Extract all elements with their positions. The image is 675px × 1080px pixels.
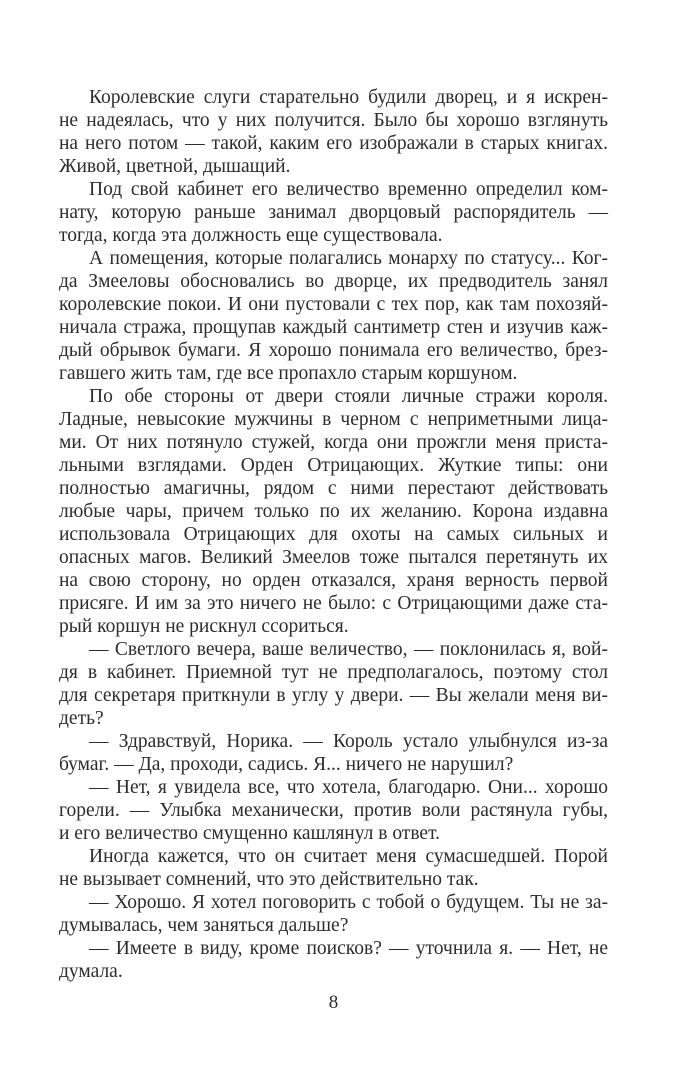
text-line: полностью амагичны, рядом с ними перестают действовать — [59, 478, 608, 499]
paragraph — [59, 86, 608, 178]
text-line: тогда, когда эта должность еще существовала. — [59, 225, 443, 246]
paragraph — [59, 385, 608, 638]
text-line: дя в кабинет. Приемной тут не предполагалось, поэтому стол — [59, 662, 608, 683]
paragraph — [59, 638, 608, 730]
text-line: — Имеете в виду, кроме поисков? — уточнила я. — Нет, не — [89, 938, 608, 959]
text-line: не вызывает сомнений, что это действительно так. — [59, 869, 479, 890]
text-line: нату, которую раньше занимал дворцовый распорядитель — — [59, 202, 608, 223]
text-line: — Нет, я увидела все, что хотела, благодарю. Они... хорошо — [89, 777, 608, 798]
text-line: льными взглядами. Орден Отрицающих. Жуткие типы: они — [59, 455, 608, 476]
text-line: дый обрывок бумаги. Я хорошо понимала его величество, брез- — [59, 340, 608, 361]
text-line: Живой, цветной, дышащий. — [59, 156, 291, 177]
text-line: рый коршун не рискнул ссориться. — [59, 616, 349, 637]
text-line: не надеялась, что у них получится. Было бы хорошо взглянуть — [59, 110, 608, 131]
text-line: для секретаря приткнули в углу у двери. — Вы желали меня ви- — [59, 685, 608, 706]
text-line: — Здравствуй, Норика. — Король устало улыбнулся из-за — [89, 731, 608, 752]
text-line: на свою сторону, но орден отказался, храня верность первой — [59, 570, 608, 591]
text-line: Ладные, невысокие мужчины в черном с неприметными лица- — [59, 409, 608, 430]
text-line: Иногда кажется, что он считает меня сумасшедшей. Порой — [89, 846, 608, 867]
text-line: ничала стража, прощупав каждый сантиметр стен и изучив каж- — [59, 317, 608, 338]
text-line: бумаг. — Да, проходи, садись. Я... ничего не нарушил? — [59, 754, 514, 775]
text-line: и его величество смущенно кашлянул в ответ. — [59, 823, 441, 844]
text-line: думывалась, чем заняться дальше? — [59, 915, 349, 936]
text-line: ми. От них потянуло стужей, когда они прожгли меня приста- — [59, 432, 608, 453]
text-line: По обе стороны от двери стояли личные стражи короля. — [89, 386, 608, 407]
page-number: 8 — [328, 992, 339, 1013]
paragraph — [59, 845, 608, 891]
text-line: горели. — Улыбка механически, против воли растянула губы, — [59, 800, 608, 821]
paragraph — [59, 247, 608, 385]
text-line: Под свой кабинет его величество временно определил ком- — [89, 179, 608, 200]
text-line: А помещения, которые полагались монарху по статусу... Ког- — [89, 248, 608, 269]
text-line: использовала Отрицающих для охоты на самых сильных и — [59, 524, 608, 545]
paragraph — [59, 730, 608, 776]
text-line: да Змееловы обосновались во дворце, их предводитель занял — [59, 271, 608, 292]
paragraph — [59, 776, 608, 845]
text-line: присяге. И им за это ничего не было: с Отрицающими даже ста- — [59, 593, 608, 614]
text-line: королевские покои. И они пустовали с тех пор, как там похозяй- — [59, 294, 608, 315]
paragraph — [59, 937, 608, 983]
paragraph — [59, 178, 608, 247]
paragraph — [59, 891, 608, 937]
text-line: Королевские слуги старательно будили дворец, и я искрен- — [89, 87, 608, 108]
text-line: — Светлого вечера, ваше величество, — поклонилась я, вой- — [89, 639, 608, 660]
page-text — [59, 86, 608, 983]
text-line: опасных магов. Великий Змеелов тоже пытался перетянуть их — [59, 547, 608, 568]
text-line: гавшего жить там, где все пропахло старым коршуном. — [59, 363, 518, 384]
text-line: на него потом — такой, каким его изображали в старых книгах. — [59, 133, 608, 154]
text-line: думала. — [59, 961, 123, 982]
text-line: деть? — [59, 708, 104, 729]
text-line: любые чары, причем только по их желанию. Корона издавна — [59, 501, 608, 522]
text-line: — Хорошо. Я хотел поговорить с тобой о будущем. Ты не за- — [89, 892, 608, 913]
